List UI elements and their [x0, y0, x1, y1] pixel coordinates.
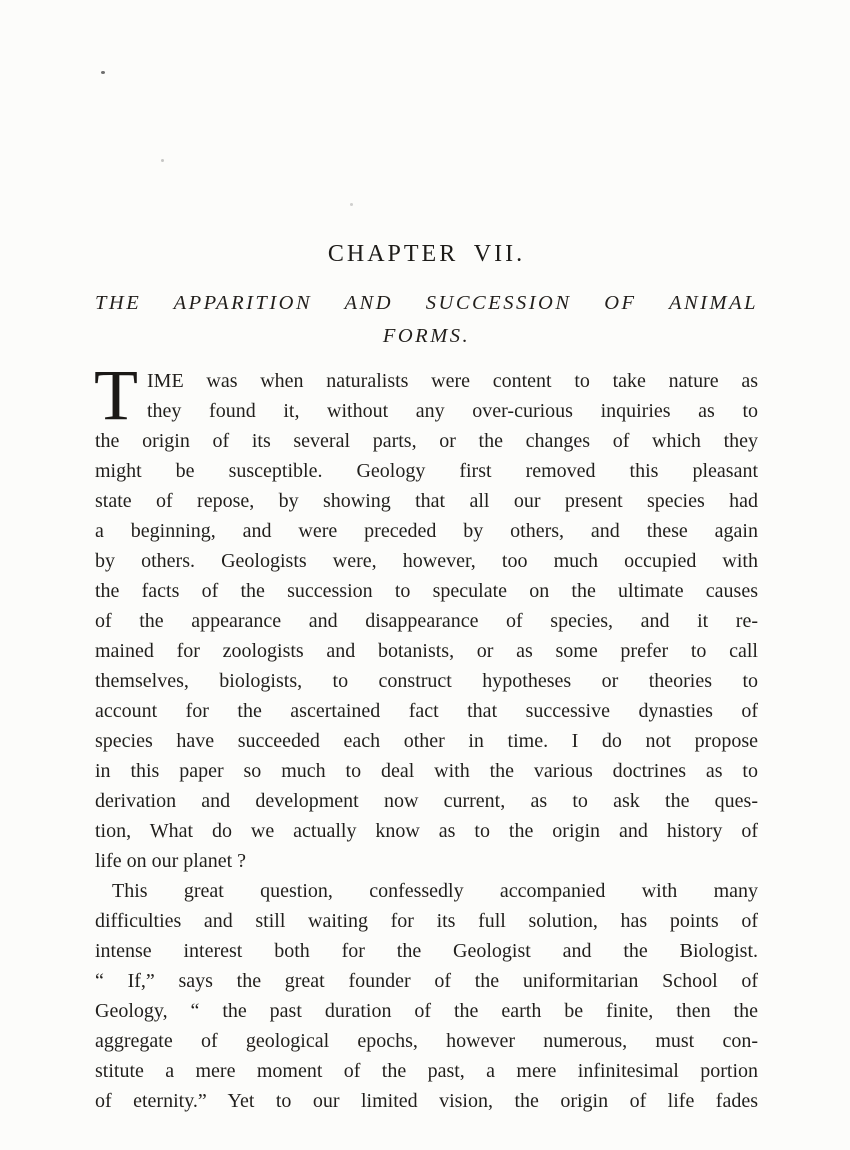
text-line: account for the ascertained fact that successive dynasties of: [95, 700, 758, 722]
text-line: “ If,” says the great founder of the uniformitarian School of: [95, 970, 758, 992]
text-line: species have succeeded each other in time. I do not propose: [95, 730, 758, 752]
text-line: Geology, “ the past duration of the earth be finite, then the: [95, 1000, 758, 1022]
text-line: might be susceptible. Geology first removed this pleasant: [95, 460, 758, 482]
text-line: in this paper so much to deal with the various doctrines as to: [95, 760, 758, 782]
body-text: [94, 355, 758, 1116]
text-line: stitute a mere moment of the past, a mere infinitesimal portion: [95, 1060, 758, 1082]
chapter-subtitle-line2: FORMS.: [382, 325, 471, 347]
scan-speck: [101, 71, 105, 74]
text-line: This great question, confessedly accompanied with many: [112, 880, 758, 902]
text-line: the facts of the succession to speculate on the ultimate causes: [95, 580, 758, 602]
text-line: IME was when naturalists were content to take nature as: [147, 370, 758, 392]
text-line: of the appearance and disappearance of species, and it re-: [95, 610, 758, 632]
text-line: intense interest both for the Geologist and the Biologist.: [95, 940, 758, 962]
text-line: mained for zoologists and botanists, or as some prefer to call: [95, 640, 758, 662]
text-line: the origin of its several parts, or the changes of which they: [95, 430, 758, 452]
drop-cap: T: [94, 355, 138, 435]
text-line: by others. Geologists were, however, too much occupied with: [95, 550, 758, 572]
text-line: aggregate of geological epochs, however numerous, must con-: [95, 1030, 758, 1052]
text-line: difficulties and still waiting for its full solution, has points of: [95, 910, 758, 932]
scan-speck: [161, 159, 164, 162]
text-line: they found it, without any over-curious inquiries as to: [147, 400, 758, 422]
text-line: life on our planet ?: [95, 850, 247, 872]
text-line: state of repose, by showing that all our present species had: [95, 490, 758, 512]
text-line: of eternity.” Yet to our limited vision, the origin of life fades: [95, 1090, 758, 1112]
chapter-subtitle-line1: THE APPARITION AND SUCCESSION OF ANIMAL: [95, 292, 758, 314]
text-line: tion, What do we actually know as to the origin and history of: [95, 820, 758, 842]
text-line: a beginning, and were preceded by others, and these again: [95, 520, 758, 542]
text-line: derivation and development now current, as to ask the ques-: [95, 790, 758, 812]
scan-speck: [350, 203, 353, 206]
text-line: themselves, biologists, to construct hypotheses or theories to: [95, 670, 758, 692]
chapter-heading: CHAPTER VII.: [327, 241, 526, 267]
